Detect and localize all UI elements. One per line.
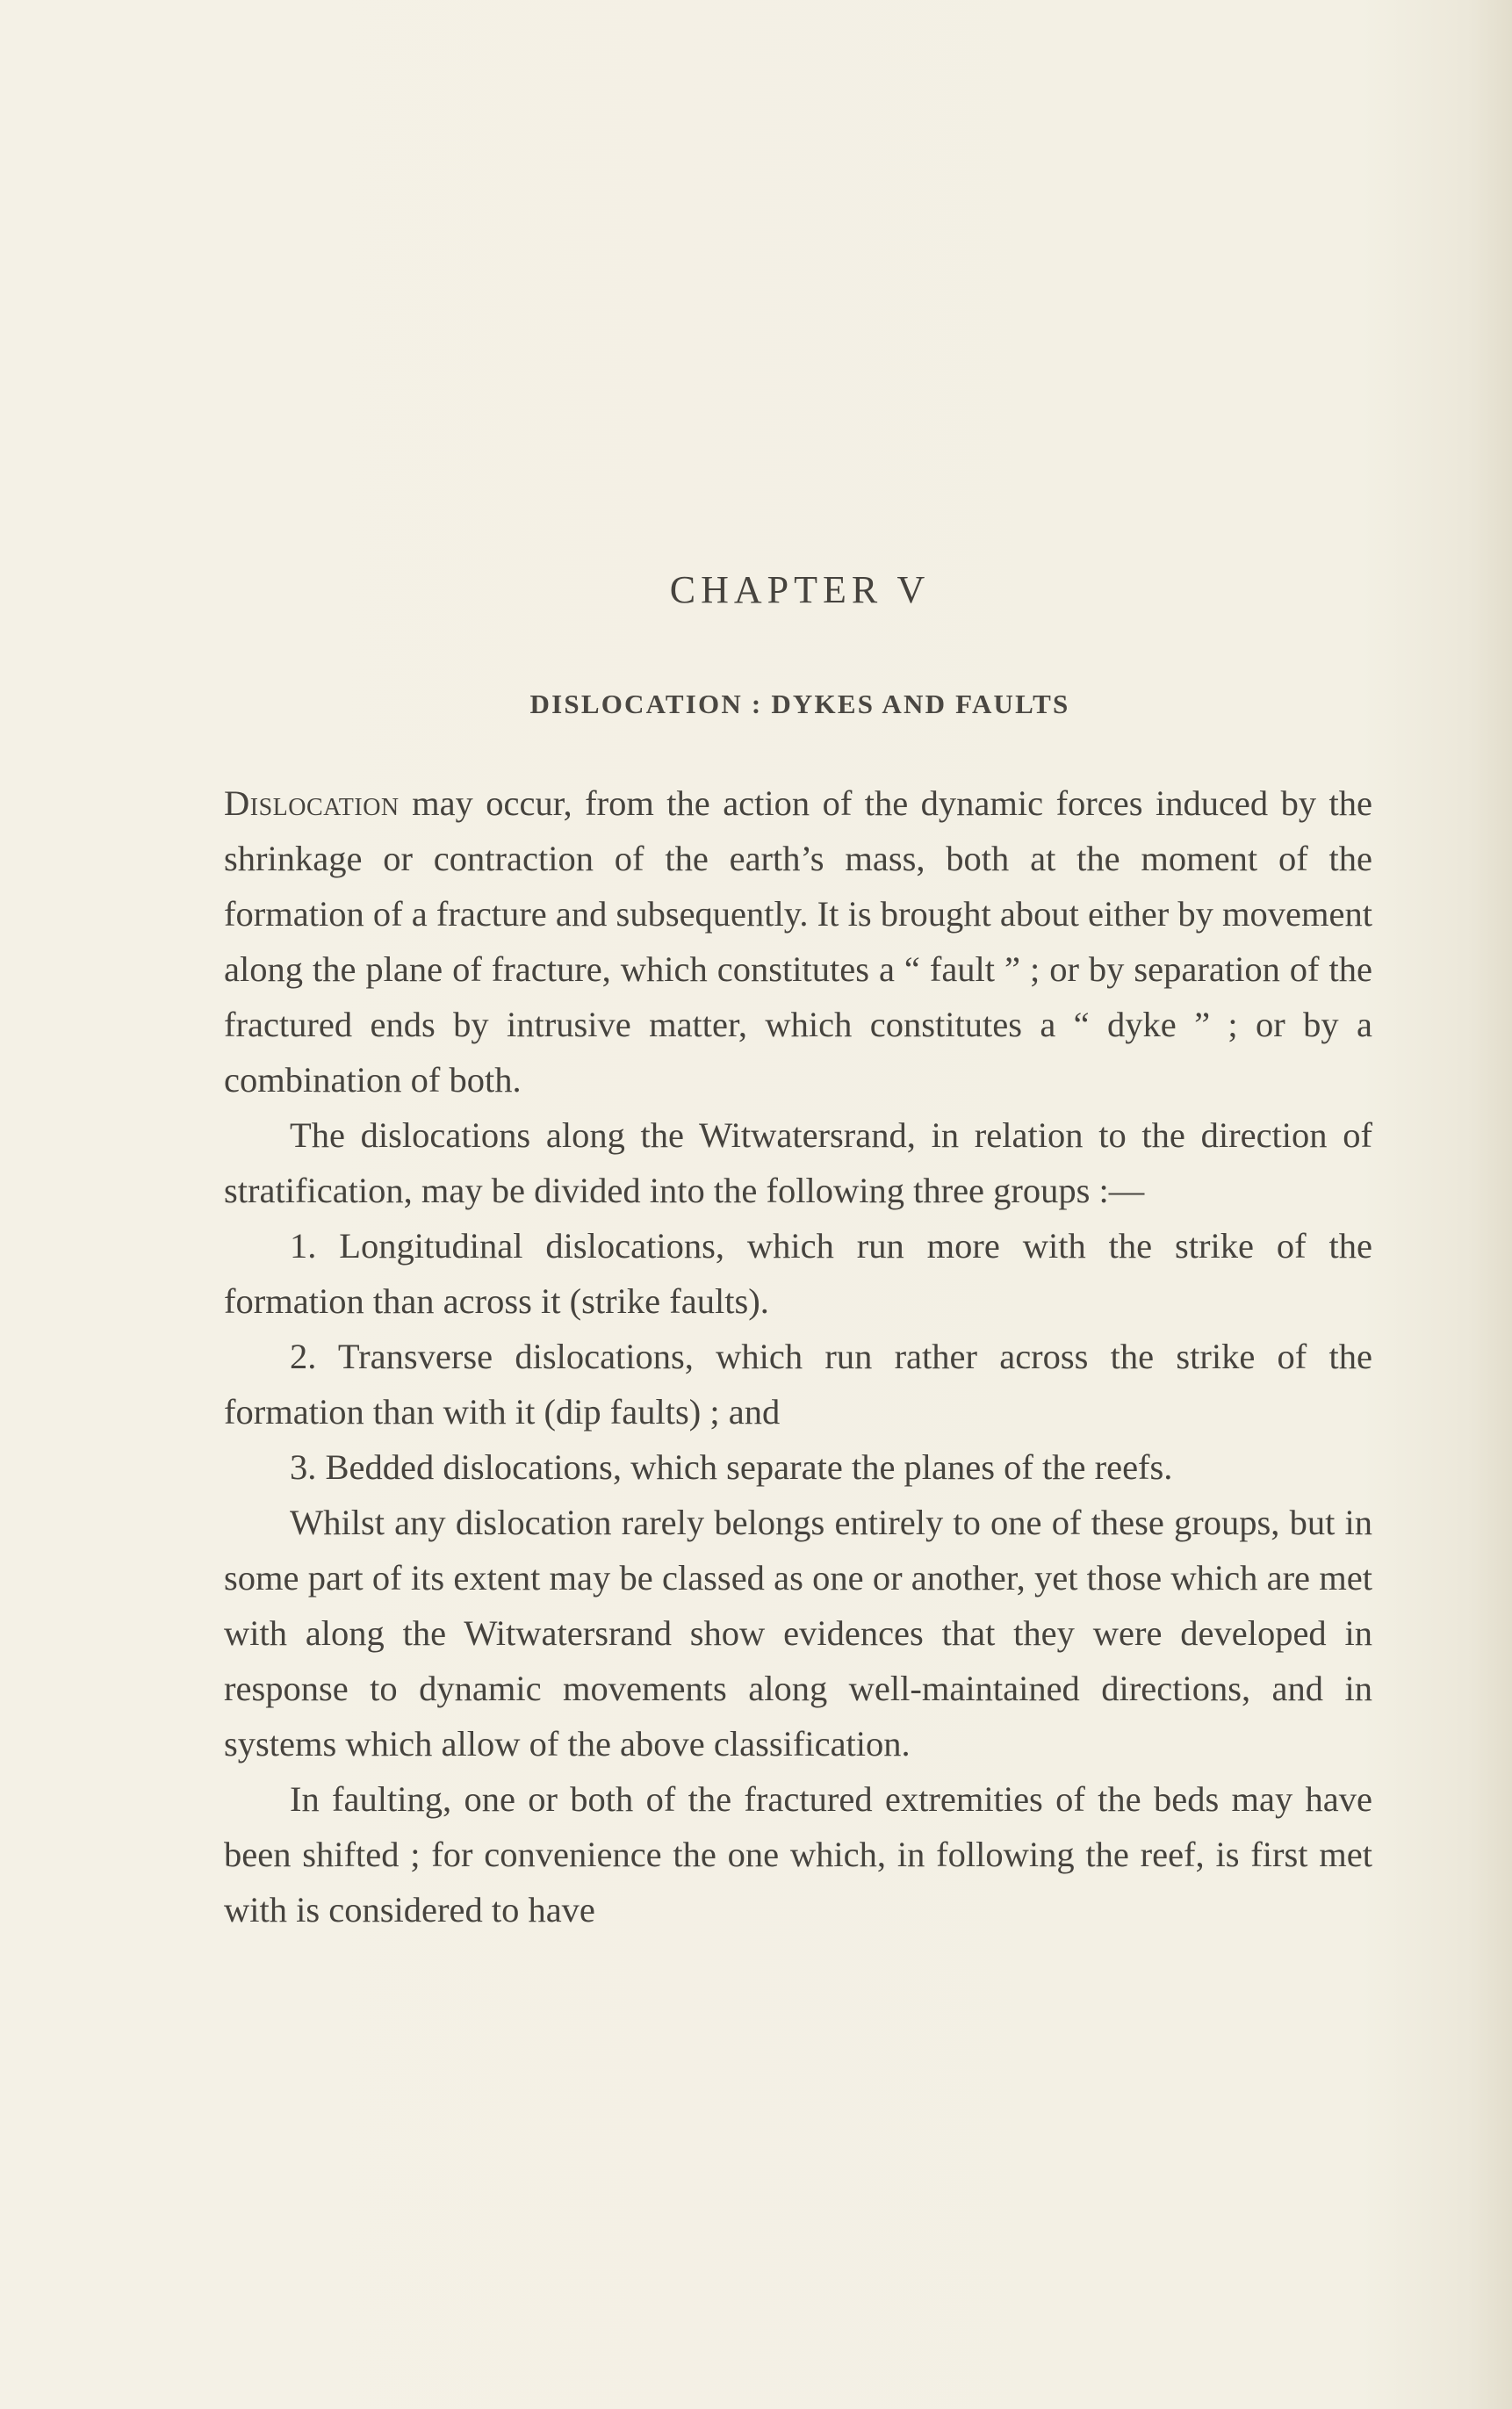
body-text (224, 775, 1372, 1937)
chapter-subtitle: DISLOCATION : DYKES AND FAULTS (529, 689, 1070, 719)
paragraph-2: The dislocations along the Witwatersrand, in relation to the direction of stratification, may be divided into the following three groups :— (224, 1115, 1372, 1210)
list-item-2: 2. Transverse dislocations, which run rather across the strike of the formation than with it (dip faults) ; and (224, 1337, 1372, 1432)
list-item-3: 3. Bedded dislocations, which separate the planes of the reefs. (290, 1447, 1173, 1487)
paragraph-7: In faulting, one or both of the fractured extremities of the beds may have been shifted ; for convenience the one which, in following the reef, is first met with is considered to have (224, 1779, 1372, 1929)
paragraph-6: Whilst any dislocation rarely belongs entirely to one of these groups, but in some part of its extent may be classed as one or another, yet those which are met with along the Witwatersrand show evidences that they were developed in response to dynamic movements along well-maintained directions, and in systems which allow of the above classification. (224, 1503, 1372, 1763)
list-item-1: 1. Longitudinal dislocations, which run more with the strike of the formation than across it (strike faults). (224, 1226, 1372, 1321)
paragraph-1-text: may occur, from the action of the dynamic forces induced by the shrinkage or contraction of the earth’s mass, both at the moment of the formation of a fracture and subsequently. It is brought about either by movement along the plane of fracture, which constitutes a “ fault ” ; or by separation of the fractured ends by intrusive matter, which constitutes a “ dyke ” ; or by a combination of both. (224, 783, 1372, 1100)
chapter-title: CHAPTER V (669, 568, 931, 611)
paragraph-1 (224, 775, 1372, 1107)
lead-word: Dislocation (224, 783, 400, 823)
